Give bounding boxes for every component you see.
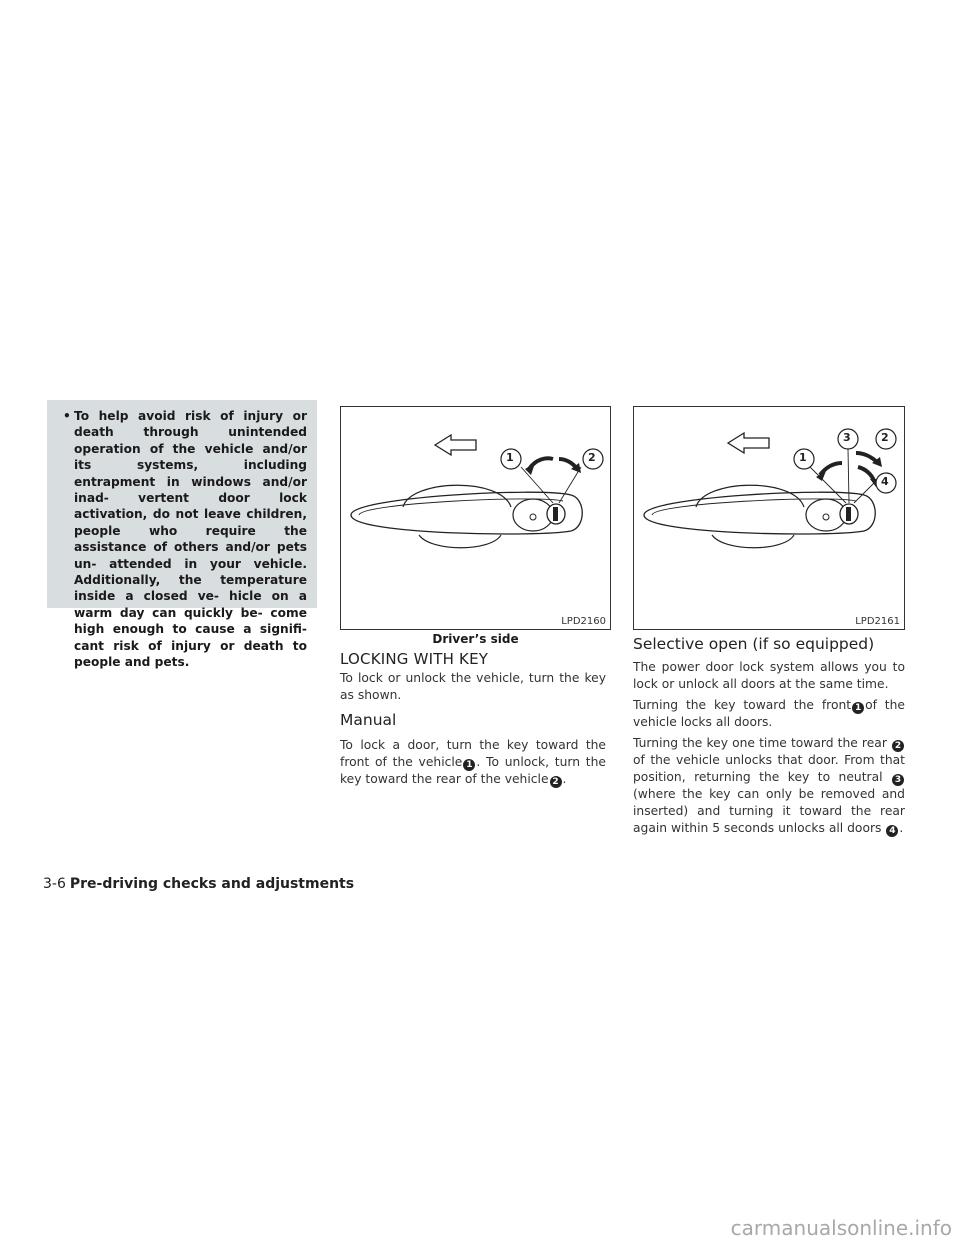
callout-3: 3 [843, 431, 851, 444]
figure-caption: Driver’s side [432, 632, 519, 646]
callout-marker-1: 1 [852, 702, 864, 714]
manual-text-3: . [562, 772, 567, 786]
figure-code: LPD2161 [855, 616, 900, 627]
selective-p2-text-b: of the vehicle locks all doors. [633, 698, 905, 729]
chapter-title: Pre-driving checks and adjustments [69, 876, 355, 892]
warning-text: To help avoid risk of injury or death through unintended operation of the vehicle and/or its systems, including entrapment in windows and/or inad- vertent door lock activation, do not leave children, people who require the assistance of others and/or pets un- attended in your vehicle. Additionally, the temperature inside a closed ve- hicle on a warm day can quickly be- come high enough to cause a signifi- cant risk of injury or death to people and pets. [74, 409, 307, 670]
warning-box [47, 400, 317, 670]
figure-drivers-side [340, 406, 611, 630]
callout-marker-4: 4 [886, 825, 898, 837]
watermark: carmanualsonline.info [730, 1216, 952, 1240]
selective-p2-text-a: Turning the key toward the front [633, 698, 852, 712]
locking-intro: To lock or unlock the vehicle, turn the key as shown. [340, 671, 606, 702]
callout-layer-2 [634, 407, 904, 629]
callout-marker-2: 2 [550, 776, 562, 788]
manual-text-1: To lock a door, turn the key toward the front of the vehicle [340, 738, 606, 769]
callout-1: 1 [506, 451, 514, 464]
callout-4: 4 [881, 475, 889, 488]
warning-bullet: • [63, 409, 71, 423]
subheading-selective-open: Selective open (if so equipped) [633, 635, 875, 653]
figure-code: LPD2160 [561, 616, 606, 627]
selective-p3-text-b: of the vehicle unlocks that door. From that position, returning the key to neutral [633, 753, 905, 784]
selective-p3-text-c: (where the key can only be removed and inserted) and turning it toward the rear again within 5 seconds unlocks all doors [633, 787, 905, 835]
figure-selective-open [633, 406, 905, 630]
selective-paragraph-1: The power door lock system allows you to lock or unlock all doors at the same time. [633, 660, 905, 691]
selective-p3-text-a: Turning the key one time toward the rear [633, 736, 887, 750]
page-footer [43, 876, 354, 892]
callout-1: 1 [799, 451, 807, 464]
selective-paragraph-2 [633, 697, 905, 731]
page-number: 3-6 [43, 876, 66, 892]
subheading-manual: Manual [340, 711, 397, 729]
callout-marker-3: 3 [892, 774, 904, 786]
callout-2: 2 [588, 451, 596, 464]
callout-2: 2 [881, 431, 889, 444]
section-heading-locking: LOCKING WITH KEY [340, 650, 489, 668]
callout-marker-1: 1 [463, 759, 475, 771]
callout-layer-1 [341, 407, 610, 629]
manual-paragraph [340, 737, 606, 788]
selective-p3-text-d: . [899, 821, 904, 835]
selective-paragraph-3 [633, 735, 905, 837]
manual-text-2: . To unlock, turn the key toward the rear of the vehicle [340, 755, 606, 786]
callout-marker-2: 2 [892, 740, 904, 752]
